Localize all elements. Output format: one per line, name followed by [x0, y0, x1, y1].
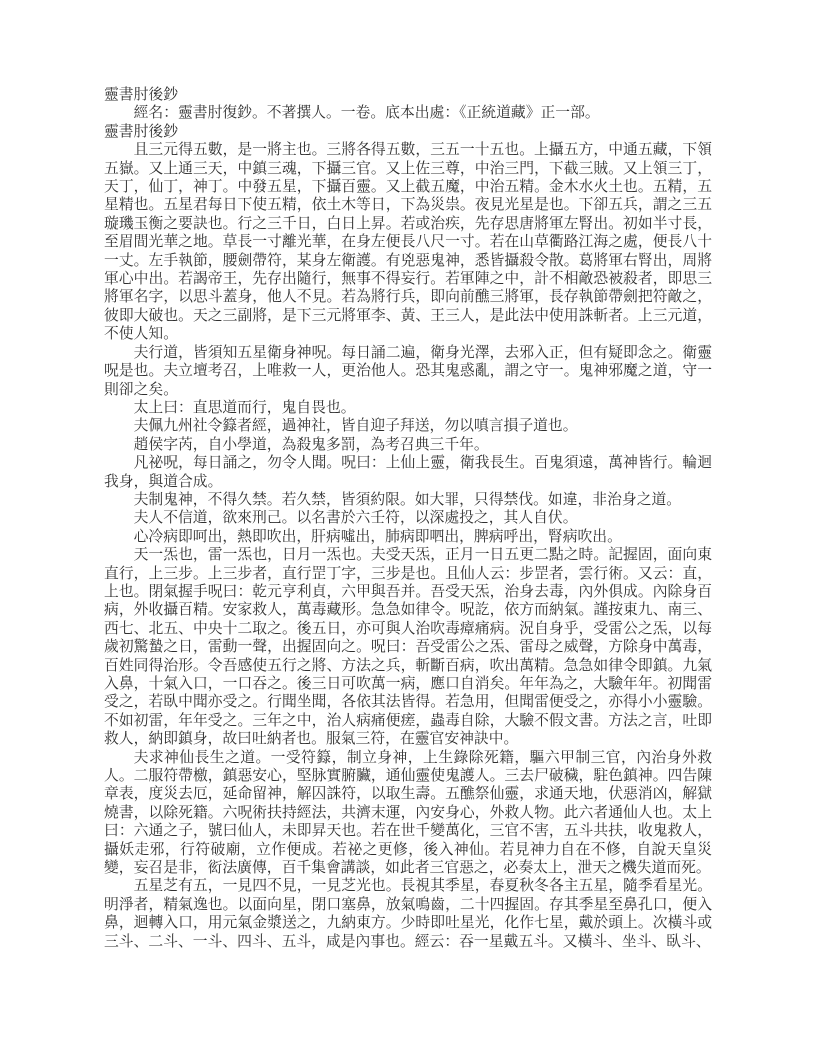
- paragraph: 夫求神仙長生之道。一受符籙，制立身神，上生錄除死籍，驅六甲制三官，內治身外救人。二服符帶檄，鎮惡安心，堅脉實腑臟，通仙靈使鬼護人。三去尸破穢，駐色鎮神。四告陳章表，度災去厄，延命留神，解囚誅符，以取生壽。五醮祭仙靈，求通天地，伏惡消凶，解獄燒書，以除死籍。六呪術扶持經法，共濟末運，內安身心，外救人物。此六者通仙人也。太上曰：六通之子，號曰仙人，未即昇天也。若在世千變萬化，三官不害，五斗共扶，收鬼救人，攝妖走邪，行符破廟，立作便成。若祕之更修，後入神仙。若見神力自在不修，自說天皇災變，妄召是非，衒法廣傳，百千集會講談，如此者三官惡之，必奏太上，泄天之機失道而死。: [104, 748, 712, 877]
- paragraph: 且三元得五數，是一將主也。三將各得五數，三五一十五也。上攝五方，中通五藏，下領五嶽。又上通三天，中鎮三魂，下攝三官。又上佐三尊，中治三門，下截三賊。又上領三丁，天丁，仙丁，神丁。中發五星，下攝百靈。又上截五魔，中治五精。金木水火土也。五精，五星精也。五星君每日下使五精，依土木等日，下為災祟。夜見光星是也。下卻五兵，謂之三五璇璣玉衡之要訣也。行之三千日，白日上昇。若或治疾，先存思唐將軍左腎出。初如半寸長，至眉間光華之地。草長一寸離光華，在身左便長八尺一寸。若在山草衢路江海之處，便長八十一丈。左手執節，腰劍帶符，某身左衛護。有兇惡鬼神，悉皆攝殺令散。葛將軍右腎出，周將軍心中出。若謁帝王，先存出隨行，無事不得妄行。若軍陣之中，計不相敵恐被殺者，即思三將軍名字，以思斗蓋身，他人不見。若為將行兵，即向前醮三將軍，長存執節帶劍把符敵之，彼即大破也。天之三副將，是下三元將軍李、黃、王三人，是此法中使用誅斬者。上三元道，不使人知。: [104, 141, 712, 343]
- paragraph: 心冷病即呵出，熱即吹出，肝病噓出，肺病即呬出，脾病呼出，腎病吹出。: [133, 527, 622, 545]
- paragraph: 天一炁也，雷一炁也，日月一炁也。夫受天炁，正月一日五更二點之時。記握固，面向東直行，上三步。上三步者，直行罡丁字，三步是也。且仙人云：步罡者，雲行術。又云：直，上也。閉氣握手呪曰：乾元亨利貞，六甲與吾并。吾受天炁，治身去毒，內外俱成。內除身百病，外收攝百精。安家救人，萬毒藏形。急急如律令。呪訖，依方而納氣。謹按東九、南三、西七、北五、中央十二取之。後五日，亦可與人治吹毒瘴痛病。況自身乎，受雷公之炁，以每歲初驚蟄之日，雷動一聲，出握固向之。呪曰：吾受雷公之炁、雷母之威聲，方除身中萬毒，百姓同得治形。令吾感使五行之將、方法之兵，斬斷百病，吹出萬精。急急如律令即鎮。九氣入鼻，十氣入口，一口吞之。後三日可吹萬一病，應口自消矣。年年為之，大驗年年。初聞雷受之，若臥中聞亦受之。行聞坐聞，各依其法皆得。若急用，但聞雷便受之，亦得小小靈驗。不如初雷，年年受之。三年之中，治人病痛便瘥，蟲毒自除，大驗不假文書。方法之言，吐即救人，納即鎮身，故曰吐納者也。服氣三符，在靈官安神訣中。: [104, 546, 712, 748]
- paragraph: 夫行道，皆須知五星衛身神呪。每日誦二遍，衛身光澤，去邪入正，但有疑即念之。衛靈呪是也。夫立壇考召，上唯救一人，更治他人。恐其鬼惑亂，謂之守一。鬼神邪魔之道，守一則卻之矣。: [104, 343, 712, 398]
- paragraph: 太上曰：直思道而行，鬼自畏也。: [133, 398, 356, 416]
- document-title: 靈書肘後鈔: [104, 86, 178, 103]
- paragraph: 趙侯字芮，自小學道，為殺鬼多罰，為考召典三千年。: [133, 435, 489, 453]
- paragraph: 五星芝有五，一見四不見，一見芝光也。長視其季星，春夏秋冬各主五星，隨季看星光。明淨者，精氣逸也。以面向星，閉口塞鼻，放氣鳴齒，二十四握固。存其季星至鼻孔口，便入鼻，迴轉入口，用元氣金漿送之，九納東方。少時即吐星光，化作七星，戴於頭上。次橫斗或三斗、二斗、一斗、四斗、五斗，咸是內事也。經云：吞一星戴五斗。又橫斗、坐斗、臥斗、: [104, 877, 712, 950]
- section-title: 靈書肘後鈔: [104, 122, 178, 140]
- paragraph: 夫人不信道，欲來刑己。以名書於六壬符，以深處投之，其人自伏。: [133, 509, 578, 527]
- paragraph: 夫制鬼神，不得久禁。若久禁，皆須約限。如大罪，只得禁伐。如違，非治身之道。: [133, 490, 682, 508]
- paragraph: 夫佩九州社令籙者經，過神社，皆自迎子拜送，勿以嗔言損子道也。: [133, 417, 578, 435]
- colophon: 經名：靈書肘復鈔。不著撰人。一卷。底本出處：《正統道藏》正一部。: [133, 104, 600, 122]
- paragraph: 凡祕呪，每日誦之，勿令人聞。呪曰：上仙上靈，衛我長生。百鬼須遠，萬神皆行。輪迴我身，與道合成。: [104, 454, 712, 490]
